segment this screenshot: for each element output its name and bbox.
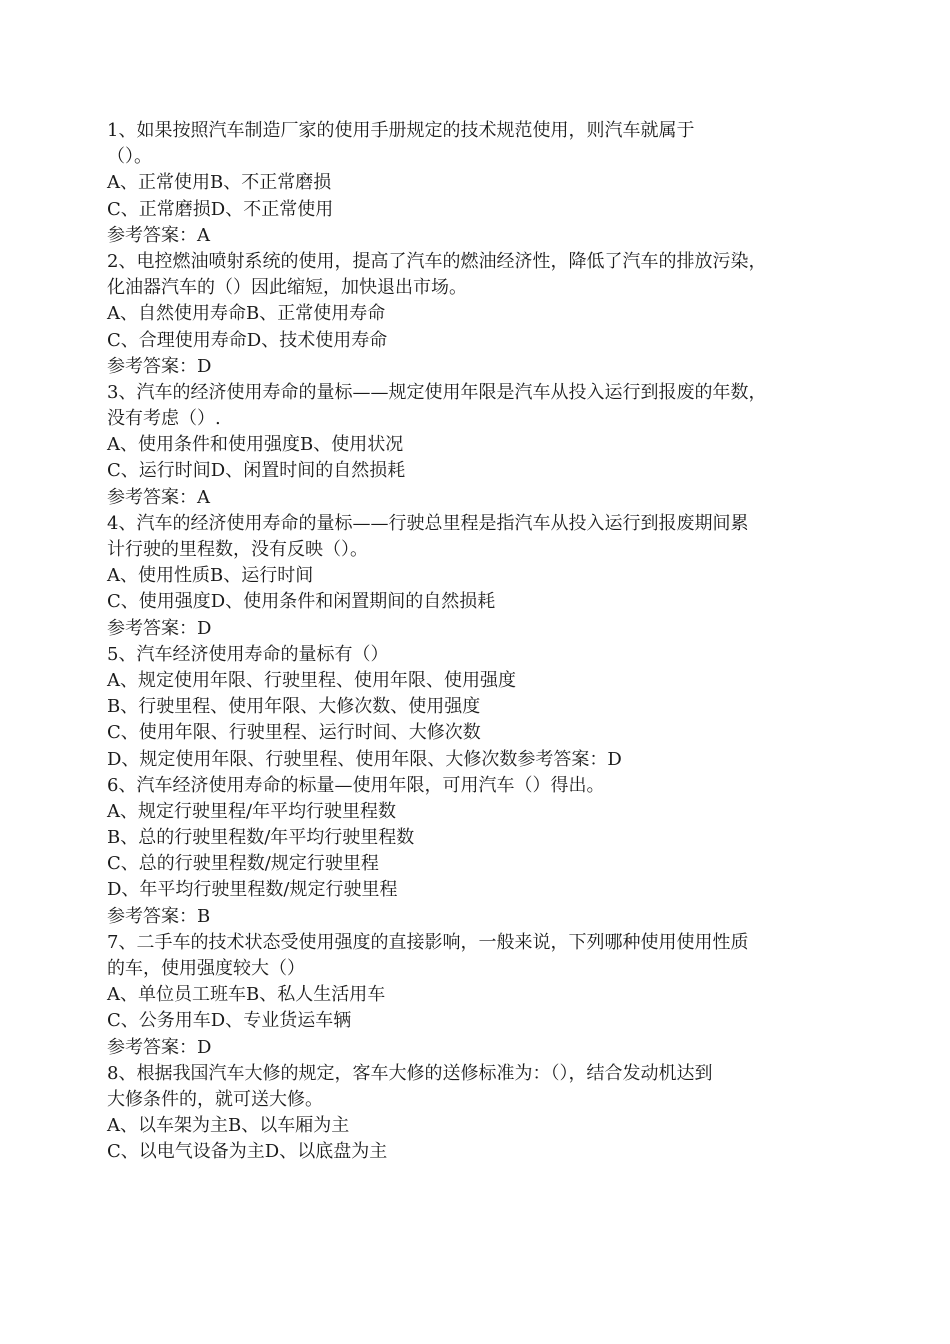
q5-option-c: C、使用年限、行驶里程、运行时间、大修次数 xyxy=(107,722,481,744)
q5-option-a: A、规定使用年限、行驶里程、使用年限、使用强度 xyxy=(107,669,516,691)
q1-options-cd: C、正常磨损D、不正常使用 xyxy=(107,198,334,220)
q3-options-cd: C、运行时间D、闲置时间的自然损耗 xyxy=(107,460,406,482)
q7-stem-line-1: 7、二手车的技术状态受使用强度的直接影响，一般来说，下列哪种使用使用性质 xyxy=(107,931,749,953)
q4-options-ab: A、使用性质B、运行时间 xyxy=(107,565,314,587)
q3-stem-line-1: 3、汽车的经济使用寿命的量标——规定使用年限是汽车从投入运行到报废的年数， xyxy=(107,381,767,403)
q7-answer: 参考答案：D xyxy=(107,1036,212,1058)
q6-option-b: B、总的行驶里程数/年平均行驶里程数 xyxy=(107,827,415,849)
q7-options-ab: A、单位员工班车B、私人生活用车 xyxy=(107,984,386,1006)
q2-stem-line-2: 化油器汽车的（）因此缩短，加快退出市场。 xyxy=(107,277,467,299)
q3-options-ab: A、使用条件和使用强度B、使用状况 xyxy=(107,434,404,456)
q8-options-ab: A、以车架为主B、以车厢为主 xyxy=(107,1115,350,1137)
q7-stem-line-2: 的车，使用强度较大（） xyxy=(107,958,305,979)
q5-option-b: B、行驶里程、使用年限、大修次数、使用强度 xyxy=(107,696,481,718)
q2-stem-line-1: 2、电控燃油喷射系统的使用，提高了汽车的燃油经济性，降低了汽车的排放污染， xyxy=(107,250,767,272)
q7-options-cd: C、公务用车D、专业货运车辆 xyxy=(107,1010,352,1032)
q1-options-ab: A、正常使用B、不正常磨损 xyxy=(107,172,332,194)
q1-stem-line-1: 1、如果按照汽车制造厂家的使用手册规定的技术规范使用，则汽车就属于 xyxy=(107,120,695,141)
q8-stem-line-1: 8、根据我国汽车大修的规定，客车大修的送修标准为：（），结合发动机达到 xyxy=(107,1062,713,1084)
q1-answer: 参考答案：A xyxy=(107,224,210,246)
q6-option-c: C、总的行驶里程数/规定行驶里程 xyxy=(107,853,379,875)
q3-answer: 参考答案：A xyxy=(107,486,210,508)
q8-options-cd: C、以电气设备为主D、以底盘为主 xyxy=(107,1141,388,1163)
q4-answer: 参考答案：D xyxy=(107,617,212,639)
q2-answer: 参考答案：D xyxy=(107,355,212,377)
q5-stem: 5、汽车经济使用寿命的量标有（） xyxy=(107,643,389,665)
q4-options-cd: C、使用强度D、使用条件和闲置期间的自然损耗 xyxy=(107,591,496,613)
q6-option-a: A、规定行驶里程/年平均行驶里程数 xyxy=(107,800,397,822)
q1-stem-line-2: （）。 xyxy=(107,146,152,168)
q8-stem-line-2: 大修条件的，就可送大修。 xyxy=(107,1088,323,1110)
q2-options-cd: C、合理使用寿命D、技术使用寿命 xyxy=(107,329,388,351)
q5-option-d-and-answer: D、规定使用年限、行驶里程、使用年限、大修次数参考答案：D xyxy=(107,748,622,770)
q6-stem: 6、汽车经济使用寿命的标量—使用年限，可用汽车（）得出。 xyxy=(107,774,605,796)
q6-answer: 参考答案：B xyxy=(107,905,211,927)
q6-option-d: D、年平均行驶里程数/规定行驶里程 xyxy=(107,879,398,901)
q4-stem-line-2: 计行驶的里程数，没有反映（）。 xyxy=(107,539,368,560)
q2-options-ab: A、自然使用寿命B、正常使用寿命 xyxy=(107,303,386,325)
q4-stem-line-1: 4、汽车的经济使用寿命的量标——行驶总里程是指汽车从投入运行到报废期间累 xyxy=(107,512,749,534)
document-body xyxy=(107,118,847,1166)
q3-stem-line-2: 没有考虑（）. xyxy=(107,408,221,430)
